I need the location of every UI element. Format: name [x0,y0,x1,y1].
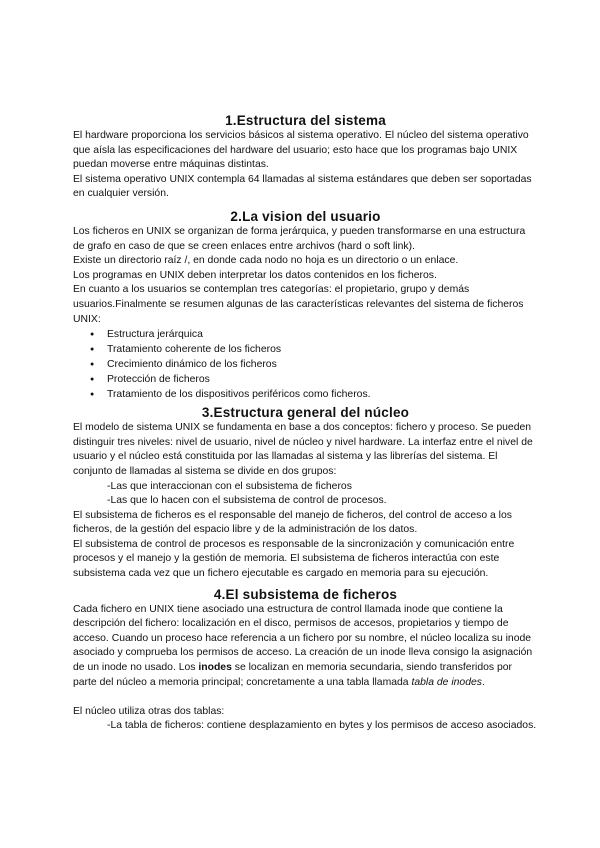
section-3-paragraph: El modelo de sistema UNIX se fundamenta en base a dos conceptos: fichero y proceso. Se pueden distinguir tres niveles: nivel de usuario, nivel de núcleo y nivel hardware. La interfaz entre el nivel de usuario y el núcleo está constituida por las llamadas al sistema y las librerías del sistema. El conjunto de llamadas al sistema se divide en dos grupos: [73,422,533,477]
inodes-term: inodes [198,662,232,674]
section-2-paragraph: En cuanto a los usuarios se contemplan tres categorías: el propietario, grupo y demás usuarios.Finalmente se resumen algunas de las características relevantes del sistema de ficheros UNIX: [73,284,524,325]
inode-table-term: tabla de inodes [411,676,482,688]
list-item: ● Protección de ficheros [73,372,538,387]
section-4-paragraph: El núcleo utiliza otras dos tablas: [73,705,225,717]
list-item: ● Tratamiento de los dispositivos periféricos como ficheros. [73,387,538,402]
section-2-paragraph: Los ficheros en UNIX se organizan de forma jerárquica, y pueden transformarse en una estructura de grafo en caso de que se creen enlaces entre archivos (hard o soft link). [73,225,526,252]
list-item: ● Estructura jerárquica [73,327,538,342]
section-2-title: 2.La vision del usuario [230,208,381,224]
section-3-paragraph: El subsistema de control de procesos es responsable de la sincronización y comunicación entre procesos y el manejo y la gestión de memoria. El subsistema de ficheros interactúa con este subsistema cada vez que un fichero ejecutable es cargado en memoria para su ejecución. [73,538,515,580]
section-1-paragraph: El hardware proporciona los servicios básicos al sistema operativo. El núcleo del sistema operativo que aísla las especificaciones del hardware del usuario; esto hace que los programas bajo UNIX puedan moverse entre máquinas distintas. [73,130,529,171]
section-1-title: 1.Estructura del sistema [225,113,386,128]
list-item: ● Tratamiento coherente de los ficheros [73,342,538,357]
group-item: -Las que interaccionan con el subsistema de ficheros [107,480,352,492]
section-3-paragraph: El subsistema de ficheros es el responsable del manejo de ficheros, del control de acceso a los ficheros, de la gestión del espacio libre y de la administración de los datos. [73,509,512,536]
section-4-paragraph: Cada fichero en UNIX tiene asociado una estructura de control llamada inode que contiene la descripción del fichero: localización en el disco, permisos de accesos, propietarios y tiempo de acceso. Cuando un proceso hace referencia a un fichero por su nombre, el núcleo localiza su inode asociado y comprueba los permisos de acceso. La creación de un inode lleva consigo la asignación de un inode no usado. Los inodes se localizan en memoria secundaria, siendo transferidos por parte del núcleo a memoria principal; concretamente a una tabla llamada tabla de inodes. [73,603,533,688]
section-3-title: 3.Estructura general del núcleo [201,405,410,421]
group-item: -Las que lo hacen con el subsistema de control de procesos. [107,495,387,507]
features-list [73,327,538,402]
section-2-paragraph: Existe un directorio raíz /, en donde cada nodo no hoja es un directorio o un enlace. [73,255,459,267]
section-2-paragraph: Los programas en UNIX deben interpretar los datos contenidos en los ficheros. [73,269,437,281]
list-item: ● Crecimiento dinámico de los ficheros [73,357,538,372]
section-4-title: 4.El subsistema de ficheros [213,586,398,602]
table-description: -La tabla de ficheros: contiene desplazamiento en bytes y los permisos de acceso asociados. [107,720,537,732]
section-1-paragraph: El sistema operativo UNIX contempla 64 llamadas al sistema estándares que deben ser soportadas en cualquier versión. [73,173,532,200]
